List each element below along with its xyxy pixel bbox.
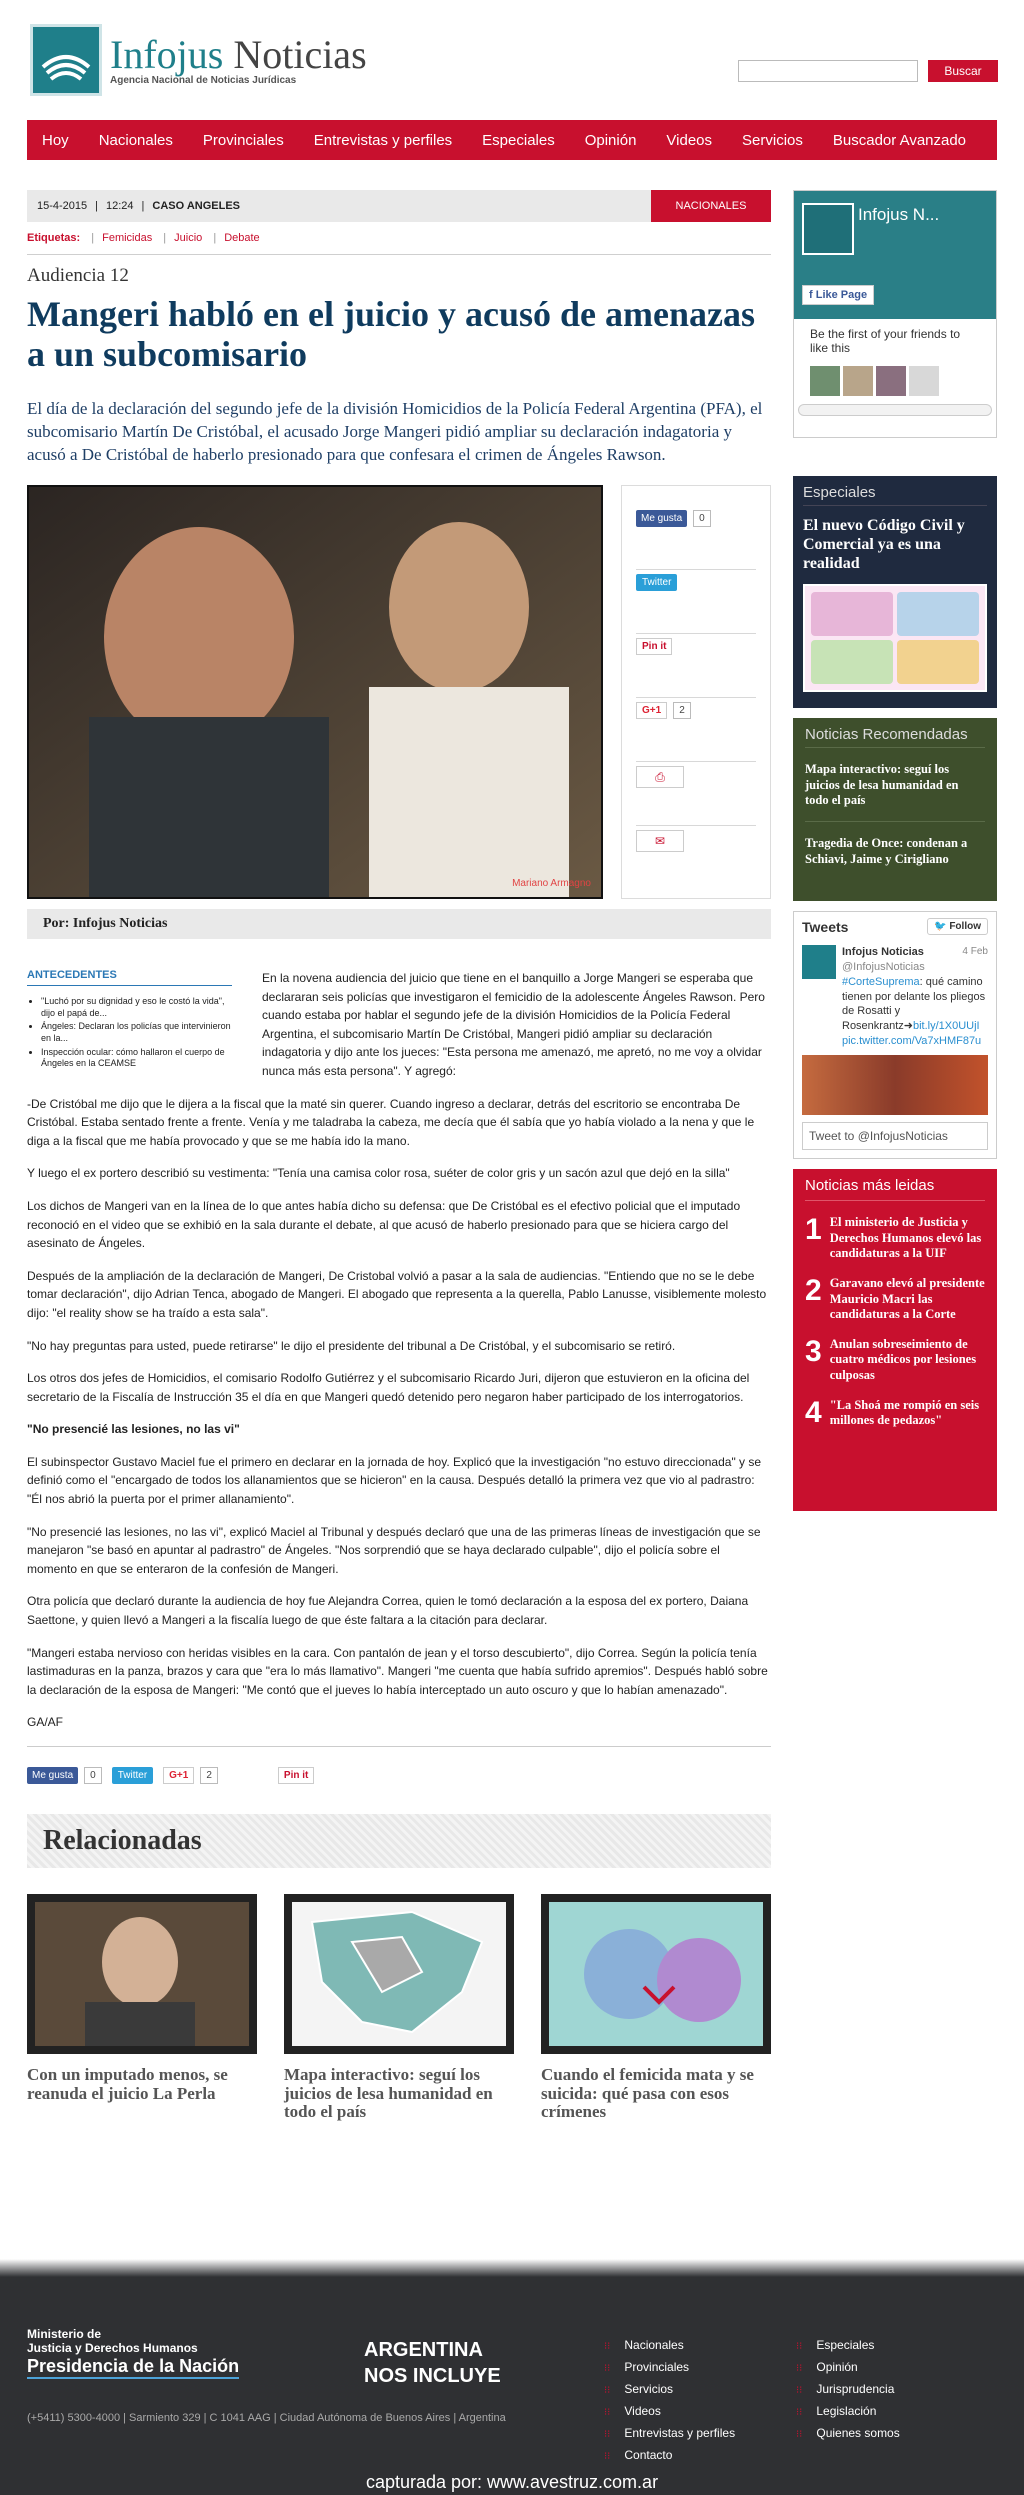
avatar [843, 366, 873, 396]
facebook-like-button[interactable]: Me gusta [636, 510, 687, 527]
share-bottom-bar [27, 1746, 771, 1784]
footer-link[interactable]: ⁝⁝ Especiales [796, 2335, 900, 2357]
recomendadas-box [793, 718, 997, 901]
sidebar [793, 190, 997, 1511]
related-heading: Relacionadas [27, 1814, 771, 1868]
especiales-label: Especiales [803, 484, 987, 506]
recomendada-link[interactable]: Mapa interactivo: seguí los juicios de lesa humanidad en todo el país [805, 748, 985, 822]
footer-link[interactable]: ⁝⁝ Contacto [604, 2445, 735, 2467]
avatar[interactable] [802, 945, 836, 979]
facebook-cover [794, 191, 996, 319]
twitter-widget [793, 911, 997, 1159]
tweet-author[interactable]: Infojus Noticias [842, 946, 924, 958]
recomendada-link[interactable]: Tragedia de Once: condenan a Schiavi, Jaime y Cirigliano [805, 835, 968, 866]
pinterest-button[interactable]: Pin it [636, 638, 672, 655]
mas-leidas-title[interactable]: "La Shoá me rompió en seis millones de pedazos" [829, 1397, 980, 1428]
related-card[interactable] [284, 1894, 514, 2122]
mas-leidas-item[interactable] [805, 1334, 985, 1384]
mas-leidas-title[interactable]: El ministerio de Justicia y Derechos Humanos elevó las candidaturas a la UIF [829, 1215, 982, 1261]
paragraph: Después de la ampliación de la declaración de Mangeri, De Cristobal volvió a pasar a la sala de audiencias. "Entiendo que no se le debe tomar declaración", dijo Adrian Tenca, abogado de Mangeri. El abogado que representa a la querella, Pablo Lanusse, visiblemente molesto dijo: "el reality show se ha traído a esta sala". [27, 1268, 767, 1320]
share-panel [621, 485, 771, 899]
paragraph: "No hay preguntas para usted, puede retirarse" le dijo el presidente del tribunal a De Cristóbal, y el subcomisario se retiró. [27, 1338, 676, 1353]
related-image [284, 1894, 514, 2054]
facebook-thumbnails [794, 366, 996, 396]
nav-item-servicios[interactable]: Servicios [742, 131, 803, 149]
footer-link[interactable]: ⁝⁝ Nacionales [604, 2335, 735, 2357]
paragraph: En la novena audiencia del juicio que tiene en el banquillo a Jorge Mangeri se esperaba que declararan seis policías que investigaron el femicidio de la adolescente Ángeles Rawson. Pero cuando estaba por hablar el segundo jefe de la división Homicidios de la Policía Federal Argentina, el subcomisario Martín De Cristóbal, Mangeri pidió ampliar su declaración indagatoria y dijo ante los jueces: "Esta persona me amenazó, me apretó, no me voy a olvidar nunca más esta persona". Y agregó: [262, 971, 765, 1078]
facebook-like-label: Like Page [815, 289, 868, 301]
article-headline: Mangeri habló en el juicio y acusó de amenazas a un subcomisario [27, 294, 755, 374]
section-badge[interactable]: NACIONALES [651, 190, 771, 222]
paragraph: "No presencié las lesiones, no las vi", explicó Maciel al Tribunal y después declaró que una de las primeras líneas de investigación que se manejaron "se basó en apuntar al padrastro" de Ángeles. "Nos sorprendió que se haya declarado culpable", dijo el policía sobre el momento en que se enteraron de la confesión de Mangeri. [27, 1524, 761, 1576]
rank-number: 2 [805, 1273, 822, 1307]
presidencia-label: Presidencia de la Nación [27, 2356, 239, 2380]
footer-link[interactable]: ⁝⁝ Videos [604, 2401, 735, 2423]
ministerio-logo[interactable] [27, 2327, 239, 2379]
google-plus-button[interactable]: G+1 [163, 1767, 194, 1784]
follow-label: Follow [949, 921, 981, 932]
tags-label: Etiquetas: [27, 232, 81, 244]
footer-contact: (+5411) 5300-4000 | Sarmiento 329 | C 1041 AAG | Ciudad Autónoma de Buenos Aires | Argentina [27, 2412, 506, 2424]
tweet-link[interactable]: bit.ly/1X0UUjI [912, 1020, 980, 1033]
tweet-input[interactable]: Tweet to @InfojusNoticias [802, 1122, 988, 1150]
antecedentes-title: ANTECEDENTES [27, 969, 232, 986]
rank-number: 3 [805, 1334, 822, 1368]
illustration-tile [811, 592, 893, 636]
tweet-handle[interactable]: @InfojusNoticias [842, 960, 925, 973]
related-title[interactable]: Mapa interactivo: seguí los juicios de lesa humanidad en todo el país [284, 2065, 493, 2122]
especiales-box[interactable] [793, 476, 997, 708]
tweet-pic-link[interactable]: pic.twitter.com/Va7xHMF87u [842, 1035, 982, 1048]
paragraph: Otra policía que declaró durante la audiencia de hoy fue Alejandra Correa, quien le tomó declaración a la esposa del ex portero, Daiana Saettone, y quien llevó a Mangeri a la fiscalía luego de que éste faltara a la citación para declarar. [27, 1594, 749, 1628]
mas-leidas-item[interactable] [805, 1273, 985, 1323]
byline: Por: Infojus Noticias [27, 909, 771, 939]
facebook-count: 0 [84, 1767, 102, 1784]
illustration-tile [897, 640, 979, 684]
pinterest-button[interactable]: Pin it [278, 1767, 314, 1784]
related-image [27, 1894, 257, 2054]
tweet-hashtag[interactable]: #CorteSuprema [842, 975, 920, 988]
logo-title [110, 31, 367, 77]
nav-item-hoy[interactable]: Hoy [42, 131, 69, 149]
facebook-page-name[interactable]: Infojus N... [858, 205, 940, 224]
nav-item-entrevistas[interactable]: Entrevistas y perfiles [313, 131, 453, 149]
google-plus-count: 2 [673, 702, 691, 719]
illustration-tile [811, 640, 893, 684]
facebook-like-button[interactable]: Me gusta [27, 1767, 78, 1784]
twitter-button[interactable]: Twitter [112, 1767, 153, 1784]
footer [0, 2277, 1024, 2495]
footer-link[interactable]: ⁝⁝ Servicios [604, 2379, 735, 2401]
google-plus-count: 2 [200, 1767, 218, 1784]
tag-link[interactable]: Juicio [174, 232, 203, 244]
article-photo[interactable] [27, 485, 603, 899]
related-image [541, 1894, 771, 2054]
mas-leidas-label: Noticias más leidas [805, 1177, 985, 1201]
nav-item-especiales[interactable]: Especiales [482, 131, 555, 149]
photo-credit: Mariano Armagno [512, 878, 591, 889]
captured-by: capturada por: www.avestruz.com.ar [365, 2472, 659, 2492]
paragraph: El subinspector Gustavo Maciel fue el primero en declarar en la jornada de hoy. Explicó que la investigación "no estuvo direccionada" y se definió como el "encargado de todos los allanamientos que se hicieron" en la causa. Después detalló la primera vez que vio al padrastro: "Él nos abrió la puerta por el primer allanamiento". [27, 1454, 762, 1507]
logo-emblem-icon [30, 24, 102, 96]
footer-link[interactable]: ⁝⁝ Provinciales [604, 2357, 735, 2379]
search-input[interactable] [738, 60, 918, 82]
related-grid [27, 1894, 771, 2122]
nav-item-videos[interactable]: Videos [666, 131, 713, 149]
logo-title-1: Infojus [110, 31, 224, 77]
main-nav [27, 120, 997, 160]
google-plus-button[interactable]: G+1 [636, 702, 667, 719]
mas-leidas-title[interactable]: Garavano elevó al presidente Mauricio Macri las candidaturas a la Corte [829, 1275, 985, 1322]
paragraph: -De Cristóbal me dijo que le dijera a la fiscal que la maté sin querer. Cuando ingreso a declarar, detrás del escritorio se encontraba De Cristóbal. Estaba sentado frente a frente. Venía y me taladraba la cabeza, me decía que él sabía que yo había violado a la nena y que le diga a la fiscal que me había provocado y que se me había ido la mano. [27, 1096, 755, 1148]
mas-leidas-title[interactable]: Anulan sobreseimiento de cuatro médicos por lesiones culposas [829, 1336, 977, 1382]
horizontal-scrollbar[interactable] [798, 404, 992, 416]
argentina-line-1: ARGENTINA [364, 2339, 483, 2361]
argentina-line-2: NOS INCLUYE [364, 2365, 501, 2387]
tweet-photo[interactable] [802, 1055, 988, 1115]
divider [27, 254, 771, 255]
illustration-tile [897, 592, 979, 636]
logo-title-2: Noticias [233, 31, 367, 77]
antecedente-link[interactable]: • "Luchó por su dignidad y eso le costó la vida", dijo el papá de... [41, 996, 232, 1019]
facebook-page-avatar [802, 203, 854, 255]
footer-link[interactable]: ⁝⁝ Opinión [796, 2357, 900, 2379]
footer-link[interactable]: ⁝⁝ Legislación [796, 2401, 900, 2423]
tweets-title: Tweets [802, 918, 849, 935]
mas-leidas-box [793, 1169, 997, 1511]
antecedente-link[interactable]: • Ángeles: Declaran los policías que intervinieron en la... [41, 1021, 232, 1044]
search-form [738, 60, 998, 82]
nav-item-opinion[interactable]: Opinión [584, 131, 637, 149]
antecedentes-box [27, 969, 232, 1072]
antecedente-link[interactable]: • Inspección ocular: cómo hallaron el cuerpo de Ángeles en la CEAMSE [41, 1047, 232, 1070]
tag-link[interactable]: Debate [224, 232, 260, 244]
article-meta: 15-4-2015 | 12:24 | CASO ANGELES NACIONALES [27, 190, 771, 222]
facebook-count: 0 [693, 510, 711, 527]
footer-link[interactable]: ⁝⁝ Jurisprudencia [796, 2379, 900, 2401]
article-body [27, 969, 771, 1732]
argentina-logo [364, 2337, 501, 2389]
twitter-button[interactable]: Twitter [636, 574, 677, 591]
related-title[interactable]: Con un imputado menos, se reanuda el juicio La Perla [27, 2065, 228, 2103]
search-button[interactable]: Buscar [928, 60, 998, 82]
facebook-icon: f [809, 289, 816, 301]
footer-links-col2 [796, 2335, 900, 2445]
mas-leidas-item[interactable] [805, 1395, 985, 1429]
tweet-date[interactable]: 4 Feb [962, 946, 988, 957]
logo-subtitle: Agencia Nacional de Noticias Jurídicas [110, 74, 297, 86]
mas-leidas-item[interactable] [805, 1215, 985, 1262]
envelope-icon[interactable]: ✉ [636, 830, 684, 852]
recomendadas-label: Noticias Recomendadas [805, 726, 985, 748]
media-block [27, 485, 771, 899]
article-date: 15-4-2015 [37, 200, 88, 212]
tags-row: Etiquetas: | Femicidas | Juicio | Debate [27, 232, 260, 244]
avatar [876, 366, 906, 396]
related-title[interactable]: Cuando el femicida mata y se suicida: qué pasa con esos crímenes [541, 2065, 754, 2122]
nav-item-buscador[interactable]: Buscador Avanzado [832, 131, 967, 149]
ministerio-line-2: Justicia y Derechos Humanos [27, 2341, 198, 2356]
article-column [27, 190, 771, 2122]
facebook-friends-text: Be the first of your friends to like this [810, 327, 961, 356]
site-logo[interactable] [30, 24, 367, 96]
article-time: 12:24 [106, 200, 134, 212]
twitter-bird-icon: 🐦 [934, 921, 950, 932]
paragraph: Los otros dos jefes de Homicidios, el comisario Rodolfo Gutiérrez y el subcomisario Ricardo Juri, dijeron que estuvieron en la oficina del secretario de la Fiscalía de Instrucción 35 el día en que Mangeri quedó detenido pero negaron haber participado de los interrogatorios. [27, 1371, 750, 1404]
rank-number: 4 [805, 1395, 822, 1429]
tweet [802, 945, 988, 1049]
article-lead: El día de la declaración del segundo jefe de la división Homicidios de la Policía Federal Argentina (PFA), el subcomisario Martín De Cristóbal, el acusado Jorge Mangeri pidió ampliar su declaración indagatoria y acusó a De Cristóbal de haberlo presionado para que confesara el crimen de Ángeles Rawson. [27, 399, 763, 465]
especiales-title[interactable]: El nuevo Código Civil y Comercial ya es una realidad [803, 517, 965, 573]
tag-link[interactable]: Femicidas [102, 232, 153, 244]
printer-icon[interactable]: ⎙ [636, 766, 684, 788]
subheading: "No presencié las lesiones, no las vi" [27, 1422, 240, 1437]
paragraph: "Mangeri estaba nervioso con heridas visibles en la cara. Con pantalón de jean y el torso descubierto", dijo Correa. Según la policía tenía lastimaduras en la panza, brazos y cara que "era lo más llamativo". Mangeri "me cuenta que había sufrido apremios". Después habló sobre la declaración de la esposa de Mangeri: "Me contó que el jueves lo había interceptado un auto oscuro y que lo habían amenazado". [27, 1645, 768, 1697]
related-card[interactable] [541, 1894, 771, 2122]
footer-link[interactable]: ⁝⁝ Quienes somos [796, 2423, 900, 2445]
ministerio-line-1: Ministerio de [27, 2327, 102, 2341]
facebook-like-page-button[interactable] [802, 285, 874, 305]
footer-link[interactable]: ⁝⁝ Entrevistas y perfiles [604, 2423, 735, 2445]
avatar [909, 366, 939, 396]
nav-item-nacionales[interactable]: Nacionales [98, 131, 173, 149]
article-category[interactable]: CASO ANGELES [152, 200, 241, 212]
tweet-text: : qué camino tienen por delante los pliegos de Rosatti y Rosenkrantz➜ [842, 975, 986, 1033]
paragraph: Los dichos de Mangeri van en la línea de lo que antes había dicho su defensa: que De Cristóbal es el efectivo policial que el imputado reconoció en el video que se exhibió en la sala durante el debate, al que acusó de haberlo presionado para que se hiciera cargo del asesinato de Ángeles. [27, 1198, 741, 1251]
related-card[interactable] [27, 1894, 257, 2122]
especiales-image[interactable] [803, 584, 987, 692]
nav-item-provinciales[interactable]: Provinciales [202, 131, 284, 149]
avatar [810, 366, 840, 396]
rank-number: 1 [805, 1213, 822, 1246]
paragraph: Y luego el ex portero describió su vestimenta: "Tenía una camisa color rosa, suéter de color gris y un sacón azul que dejó en la silla" [27, 1166, 730, 1181]
footer-links-col1 [604, 2335, 735, 2467]
follow-button[interactable] [927, 918, 988, 935]
article-kicker: Audiencia 12 [27, 265, 129, 286]
facebook-widget [793, 190, 997, 438]
signature: GA/AF [27, 1715, 64, 1730]
